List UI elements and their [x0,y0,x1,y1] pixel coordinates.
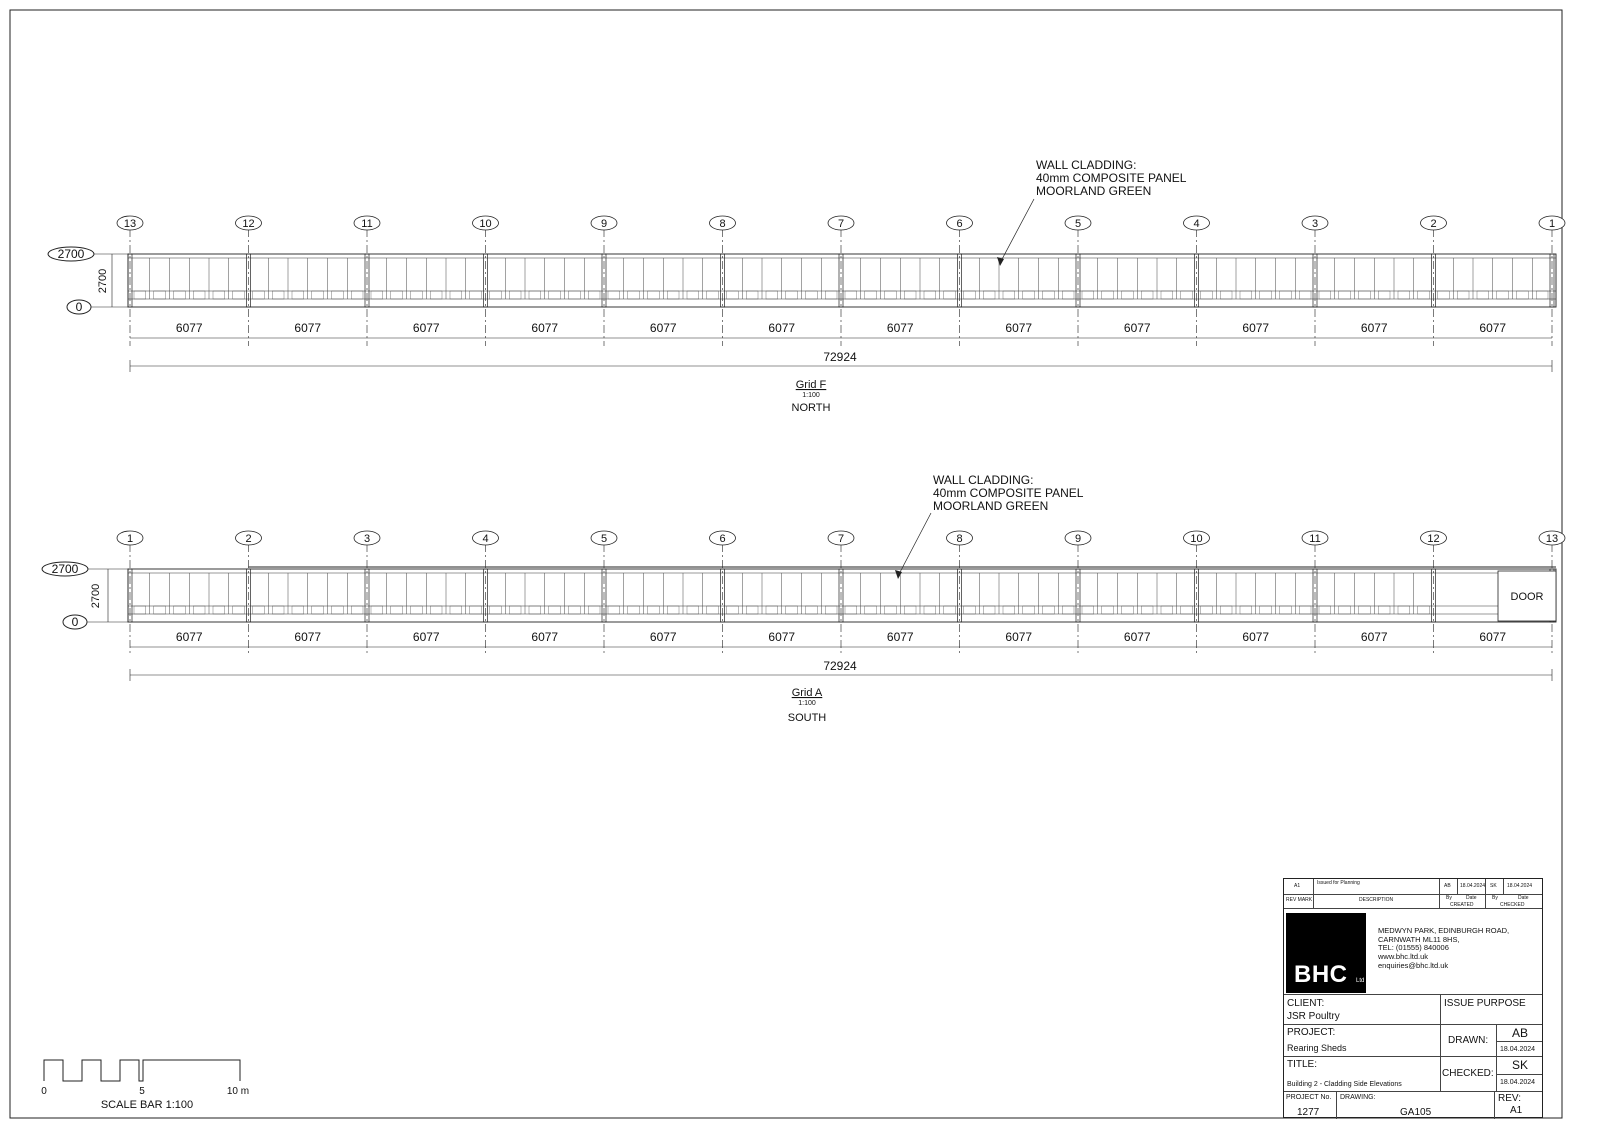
north-overall-dimension [130,350,1552,372]
grid-divider [1440,995,1441,1091]
rev-checked-date: 18.04.2024 [1507,883,1533,889]
project-no-label: PROJECT No. [1286,1094,1332,1101]
south-level-markers [42,562,128,629]
vent-panel [332,291,344,299]
vent-panel [1319,606,1331,614]
drawn-inner-divider [1496,1041,1542,1042]
drawing-label: DRAWING: [1340,1094,1376,1101]
title-block-grid [1284,994,1542,1119]
view-subtitle: NORTH [791,402,831,414]
vent-panel [746,291,758,299]
vent-panel [233,606,245,614]
vent-panel [1023,291,1035,299]
bay-dimension-label: 6077 [1360,630,1388,644]
rev-created-date: 18.04.2024 [1460,883,1486,889]
vent-panel [470,606,482,614]
vent-panel [727,291,739,299]
vent-panel [509,291,521,299]
scale-bar [41,1060,249,1111]
revision-header-row [1284,895,1542,909]
vent-panel [1043,291,1055,299]
address-tel: TEL: (01555) 840006 [1378,943,1449,953]
note-line-3: MOORLAND GREEN [933,499,1049,513]
vent-panel [371,291,383,299]
south-elevation-frame [128,567,1556,622]
vent-panel [1220,606,1232,614]
vent-panel [924,606,936,614]
description-header: DESCRIPTION [1359,897,1394,903]
overall-dimension-label: 72924 [823,659,857,673]
note-line-1: WALL CLADDING: [1036,158,1137,172]
project-no-divider [1336,1091,1337,1119]
vent-panel [1260,291,1272,299]
vent-panel [628,606,640,614]
vent-panel [885,291,897,299]
bay-dimension-label: 6077 [412,630,440,644]
vent-panel [1378,291,1390,299]
grid-bubble-label: 4 [482,533,489,545]
drawing-value: GA105 [1400,1107,1432,1118]
vent-panel [134,606,146,614]
vent-panel [1240,291,1252,299]
rev-created-by-cell [1440,879,1458,894]
vent-panel [588,606,600,614]
rev-divider [1494,1091,1495,1119]
vent-panel [964,291,976,299]
vent-panel [964,606,976,614]
vent-panel [944,291,956,299]
bay-dimension-label: 6077 [1360,321,1388,335]
note-arrow-head [895,570,902,579]
vent-panel [608,606,620,614]
date-header-2: Date [1518,895,1529,901]
vent-panel [1319,291,1331,299]
grid-bubble-label: 2 [1430,218,1437,230]
drawn-label: DRAWN: [1448,1035,1489,1046]
vent-panel [1517,291,1529,299]
bay-dimension-label: 6077 [649,321,677,335]
bay-dimension-label: 6077 [1479,630,1507,644]
vent-panel [174,606,186,614]
rev-checked-by: SK [1490,883,1497,889]
grid-bubble-label: 11 [361,218,373,230]
vent-panel [1122,291,1134,299]
project-label: PROJECT: [1287,1027,1336,1038]
vent-panel [1280,291,1292,299]
bay-dimension-label: 6077 [1242,321,1270,335]
rev-value: A1 [1510,1105,1523,1116]
grid-bubble-label: 6 [719,533,726,545]
vent-panel [569,606,581,614]
header-rev-mark [1284,895,1314,908]
vent-panel [1378,606,1390,614]
address-line-2: CARNWATH ML11 8HS, [1378,934,1460,944]
client-label: CLIENT: [1287,998,1325,1009]
client-value: JSR Poultry [1287,1011,1340,1022]
vent-panel [154,606,166,614]
vent-panel [687,291,699,299]
vent-panel [253,606,265,614]
vent-panel [885,606,897,614]
logo-text: BHC [1294,961,1348,988]
vent-panel [233,291,245,299]
company-logo [1286,913,1366,993]
drawn-cell-divider [1496,1024,1497,1056]
vent-panel [1536,291,1548,299]
vent-panel [351,291,363,299]
grid-bubble-label: 9 [1074,533,1082,545]
vent-panel [786,291,798,299]
vent-panel [648,606,660,614]
by-header-2: By [1492,895,1498,901]
bay-dimension-label: 6077 [175,630,203,644]
vent-panel [865,606,877,614]
vent-panel [1062,291,1074,299]
view-subtitle: SOUTH [787,712,827,724]
vent-panel [608,291,620,299]
vent-panel [312,291,324,299]
title-label: TITLE: [1287,1059,1318,1070]
vent-panel [1102,291,1114,299]
vent-panel [213,291,225,299]
rev-description-cell [1314,879,1440,894]
address-web: www.bhc.ltd.uk [1378,951,1429,961]
north-elevation [48,158,1565,414]
vent-panel [430,291,442,299]
grid-bubble-label: 6 [956,218,963,230]
note-line-2: 40mm COMPOSITE PANEL [933,486,1084,500]
bay-dimension-label: 6077 [531,321,559,335]
rev-created-by: AB [1444,883,1451,889]
vent-panel [1299,291,1311,299]
vent-panel [766,291,778,299]
vent-panel [1161,291,1173,299]
vent-panel [904,606,916,614]
bay-dimension-label: 6077 [1123,321,1151,335]
revision-row [1284,879,1542,895]
vent-panel [1359,291,1371,299]
vent-panel [1201,606,1213,614]
scale-bar-label-5: 5 [139,1086,145,1097]
rev-created-date-cell [1458,879,1486,894]
vent-panel [154,291,166,299]
vent-panel [213,606,225,614]
rev-checked-date-cell [1504,879,1544,894]
grid-bubble-label: 8 [719,218,726,230]
level-bottom-label: 0 [75,300,83,314]
vent-panel [253,291,265,299]
scale-bar-label-10: 10 m [226,1086,250,1097]
view-title: Grid F [795,379,827,391]
scale-bar-line [44,1060,240,1081]
vent-panel [687,606,699,614]
level-top-label: 2700 [57,247,85,261]
vent-panel [1141,291,1153,299]
vent-panel [450,291,462,299]
vent-panel [648,291,660,299]
vent-panel [746,606,758,614]
grid-bubble-label: 10 [479,218,492,230]
rev-mark-header: REV MARK [1286,897,1313,903]
bay-dimension-label: 6077 [768,321,796,335]
vent-panel [1062,606,1074,614]
checked-date: 18.04.2024 [1500,1079,1536,1086]
vent-panel [490,291,502,299]
vent-panel [193,606,205,614]
height-dimension-label: 2700 [90,583,102,609]
vent-panel [1043,606,1055,614]
vent-panel [1359,606,1371,614]
bay-dimension-label: 6077 [294,630,322,644]
vent-panel [628,291,640,299]
grid-bubble-label: 12 [242,218,255,230]
vent-panel [470,291,482,299]
vent-panel [588,291,600,299]
vent-panel [1161,606,1173,614]
grid-bubble-label: 7 [837,533,845,545]
vent-panel [332,606,344,614]
row-divider-1 [1284,1024,1542,1025]
vent-panel [707,606,719,614]
vent-panel [865,291,877,299]
grid-bubble-label: 13 [123,218,137,230]
checked-inner-divider [1496,1074,1542,1075]
bay-dimension-label: 6077 [1005,321,1033,335]
bay-dimension-label: 6077 [294,321,322,335]
vent-panel [1220,291,1232,299]
bay-dimension-label: 6077 [175,321,203,335]
north-cladding-note [997,158,1187,266]
level-bottom-label: 0 [71,615,79,629]
vent-panel [944,606,956,614]
bay-dimension-label: 6077 [1242,630,1270,644]
vent-panel [549,291,561,299]
vent-panel [806,606,818,614]
vent-panel [1003,606,1015,614]
vent-panel [391,606,403,614]
height-dimension-label: 2700 [97,268,109,294]
vent-panel [1082,291,1094,299]
grid-bubble-label: 11 [1309,533,1321,545]
address-line-1: MEDWYN PARK, EDINBURGH ROAD, [1378,926,1510,935]
vent-panel [509,606,521,614]
vent-panel [1082,606,1094,614]
vent-panel [371,606,383,614]
vent-panel [924,291,936,299]
vent-panel [1102,606,1114,614]
date-header-1: Date [1466,895,1477,901]
bay-dimension-label: 6077 [886,630,914,644]
rev-mark: A1 [1294,883,1301,889]
bay-dimension-label: 6077 [1479,321,1507,335]
by-header-1: By [1446,895,1452,901]
south-cladding-note [895,473,1084,579]
vent-panel [806,291,818,299]
vent-panel [786,606,798,614]
vent-panel [825,291,837,299]
vent-panel [1122,606,1134,614]
grid-bubble-label: 10 [1190,533,1203,545]
vent-panel [825,606,837,614]
drawn-by: AB [1512,1026,1529,1040]
north-level-markers [48,247,128,314]
vent-panel [1398,606,1410,614]
view-scale: 1:100 [802,392,820,399]
header-created [1440,895,1486,908]
title-value: Building 2 - Cladding Side Elevations [1287,1081,1402,1088]
vent-panel [549,606,561,614]
vent-panel [1398,291,1410,299]
vent-panel [391,291,403,299]
rev-description: Issued for Planning [1317,880,1360,886]
rev-mark-cell [1284,879,1314,894]
bay-dimension-label: 6077 [768,630,796,644]
checked-label: CHECKED: [1442,1068,1494,1079]
vent-panel [1339,291,1351,299]
note-leader [1000,199,1034,263]
bay-dimension-label: 6077 [412,321,440,335]
vent-panel [1299,606,1311,614]
door-label: DOOR [1510,591,1544,603]
bay-dimension-label: 6077 [1005,630,1033,644]
vent-panel [292,606,304,614]
vent-panel [351,606,363,614]
row-divider-3 [1284,1091,1542,1092]
overall-dimension-label: 72924 [823,350,857,364]
grid-bubble-label: 8 [956,533,963,545]
grid-bubble-label: 2 [245,533,252,545]
vent-panel [411,606,423,614]
drawn-date: 18.04.2024 [1500,1046,1536,1053]
vent-panel [1181,606,1193,614]
south-overall-dimension [130,659,1552,681]
north-grid-markers [117,216,1565,346]
view-title: Grid A [791,687,823,699]
vent-panel [1457,291,1469,299]
header-checked [1486,895,1544,908]
bay-dimension-label: 6077 [649,630,677,644]
vent-panel [1260,606,1272,614]
scale-bar-caption: SCALE BAR 1:100 [100,1099,194,1111]
created-header: CREATED [1450,902,1474,908]
south-elevation [42,473,1565,724]
vent-panel [272,606,284,614]
level-top-label: 2700 [51,562,79,576]
grid-bubble-label: 5 [600,533,608,545]
note-line-1: WALL CLADDING: [933,473,1034,487]
vent-panel [272,291,284,299]
vent-panel [1280,606,1292,614]
vent-panel [1477,291,1489,299]
north-elevation-frame [128,254,1556,307]
grid-bubble-label: 5 [1074,218,1082,230]
grid-bubble-label: 1 [1548,218,1556,230]
project-value: Rearing Sheds [1287,1043,1347,1053]
north-view-title [792,379,831,414]
south-grid-markers [117,531,1565,655]
logo-suffix: Ltd [1356,978,1365,984]
vent-panel [411,291,423,299]
grid-bubble-label: 13 [1545,533,1559,545]
checked-by: SK [1512,1058,1529,1072]
note-line-3: MOORLAND GREEN [1036,184,1152,198]
row-divider-2 [1284,1056,1542,1057]
note-line-2: 40mm COMPOSITE PANEL [1036,171,1187,185]
grid-bubble-label: 1 [126,533,134,545]
grid-bubble-label: 3 [363,533,371,545]
vent-panel [1141,606,1153,614]
address-email: enquiries@bhc.ltd.uk [1378,960,1449,970]
checked-header: CHECKED [1500,902,1525,908]
south-view-title [788,687,827,724]
grid-bubble-label: 12 [1427,533,1440,545]
vent-panel [292,291,304,299]
grid-bubble-label: 9 [600,218,608,230]
vent-panel [490,606,502,614]
vent-panel [529,606,541,614]
company-address [1378,927,1509,970]
bay-dimension-label: 6077 [886,321,914,335]
vent-panel [1023,606,1035,614]
vent-panel [430,606,442,614]
bay-dimension-label: 6077 [1123,630,1151,644]
vent-panel [1497,291,1509,299]
scale-bar-label-0: 0 [41,1086,47,1097]
view-scale: 1:100 [798,700,816,707]
header-description [1314,895,1440,908]
vent-panel [174,291,186,299]
vent-panel [450,606,462,614]
vent-panel [1181,291,1193,299]
rev-checked-by-cell [1486,879,1504,894]
vent-panel [845,606,857,614]
vent-panel [983,291,995,299]
issue-purpose-label: ISSUE PURPOSE [1444,998,1526,1009]
vent-panel [904,291,916,299]
vent-panel [727,606,739,614]
project-no-value: 1277 [1297,1107,1320,1118]
vent-panel [983,606,995,614]
rev-label: REV: [1498,1093,1521,1104]
vent-panel [1003,291,1015,299]
note-arrow-head [997,257,1004,266]
grid-bubble-label: 7 [837,218,845,230]
vent-panel [312,606,324,614]
vent-panel [569,291,581,299]
vent-panel [667,606,679,614]
vent-panel [1418,291,1430,299]
vent-panel [1240,606,1252,614]
vent-panel [529,291,541,299]
vent-panel [1418,606,1430,614]
vent-panel [134,291,146,299]
vent-panel [1201,291,1213,299]
grid-bubble-label: 3 [1311,218,1319,230]
vent-panel [1339,606,1351,614]
vent-panel [667,291,679,299]
south-door [1498,571,1556,621]
vent-panel [1438,291,1450,299]
vent-panel [766,606,778,614]
bay-dimension-label: 6077 [531,630,559,644]
grid-bubble-label: 4 [1193,218,1200,230]
vent-panel [845,291,857,299]
vent-panel [707,291,719,299]
vent-panel [193,291,205,299]
title-block [1283,878,1543,1118]
